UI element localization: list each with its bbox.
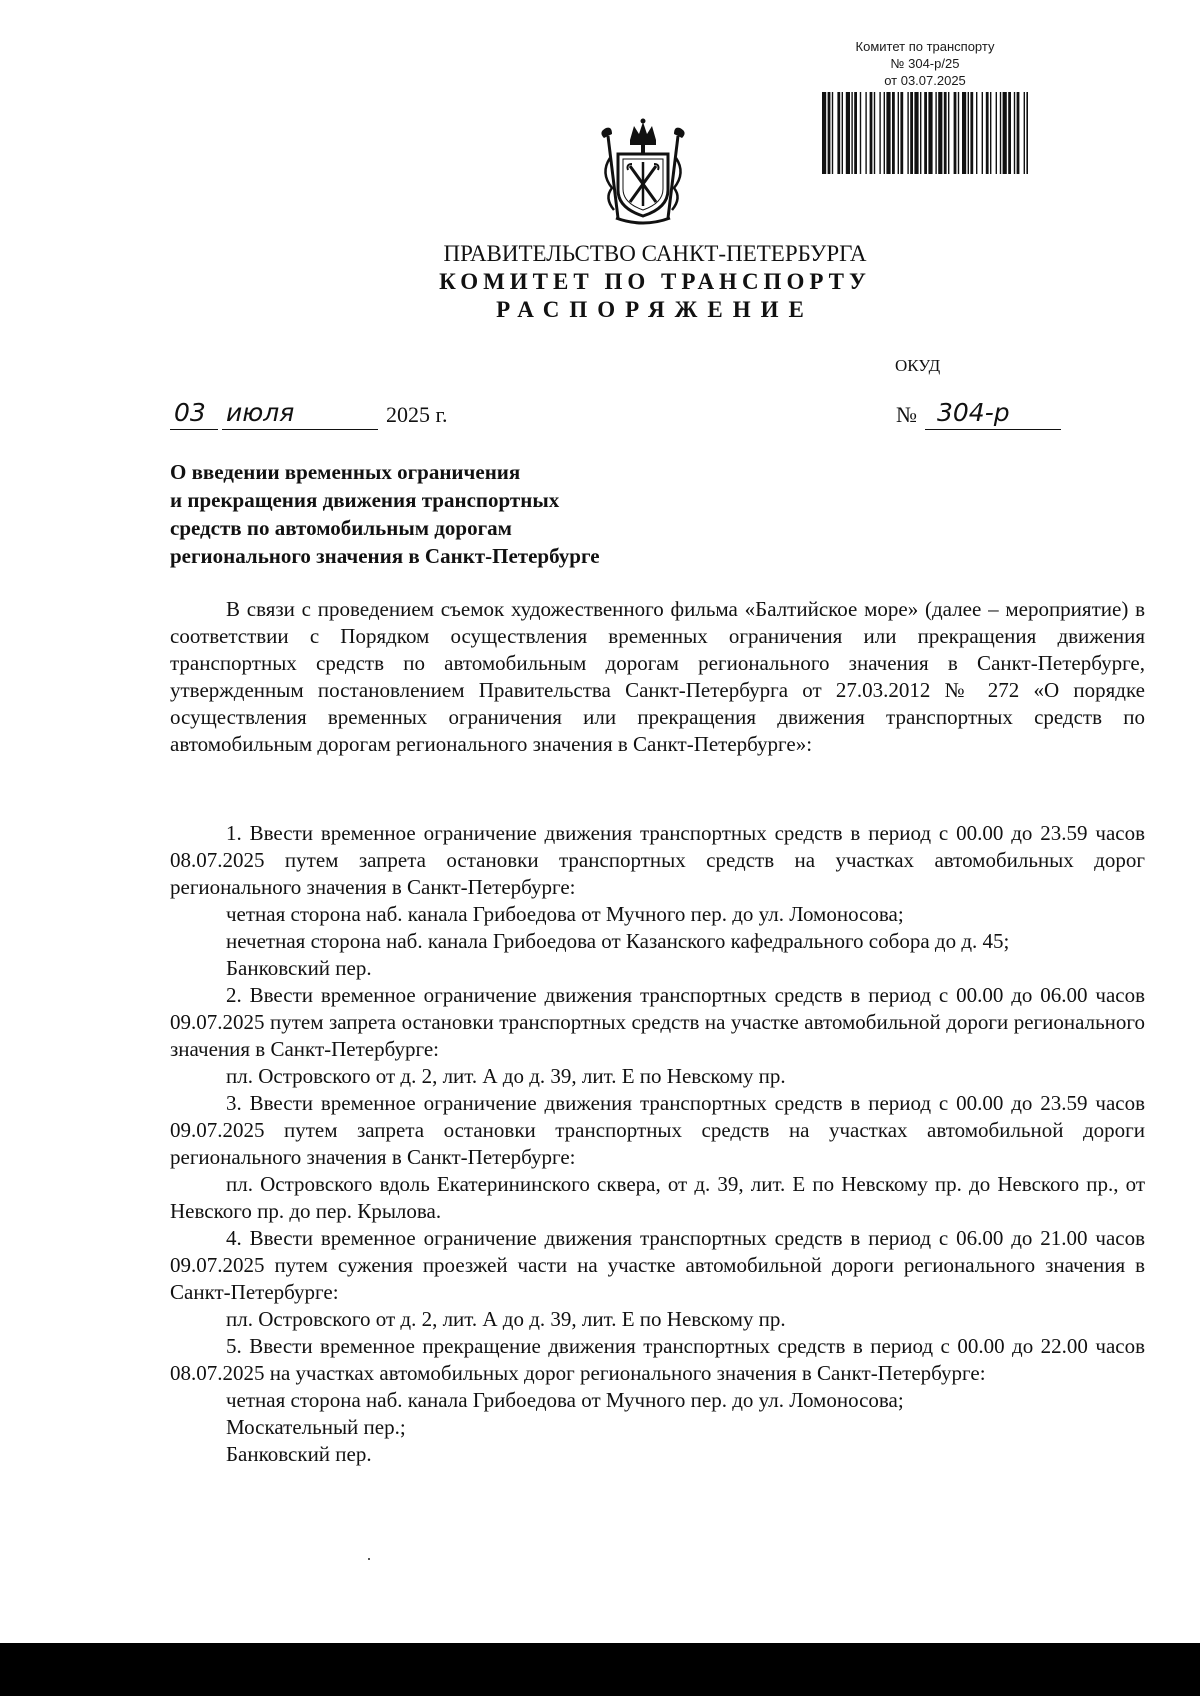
barcode-bar [874, 92, 875, 174]
government-title: ПРАВИТЕЛЬСТВО САНКТ-ПЕТЕРБУРГА [443, 241, 867, 266]
barcode-bar [898, 92, 899, 174]
order-item-5: 5. Ввести временное прекращение движения транспортных средств в период с 00.00 до 22.00 часов 08.07.2025 на участках автомобильных дорог регионального значения в Санкт-Петербурге: [170, 1334, 1145, 1385]
scan-speck [368, 1558, 370, 1560]
barcode [822, 92, 1028, 174]
barcode-bar [968, 92, 969, 174]
scan-bottom-border [0, 1643, 1200, 1696]
barcode-bar [924, 92, 927, 174]
barcode-bar [1017, 92, 1020, 174]
barcode-bar [958, 92, 959, 174]
barcode-bar [854, 92, 857, 174]
barcode-bar [970, 92, 973, 174]
stamp-line-committee: Комитет по транспорту [855, 39, 995, 54]
subject-line: О введении временных ограничения [170, 460, 521, 484]
order-item-3: 3. Ввести временное ограничение движения транспортных средств в период с 00.00 до 23.59 часов 09.07.2025 путем запрета остановки транспортных средств на участках автомобильной дороги регионального значения в Санкт-Петербурге: [170, 1091, 1145, 1169]
barcode-bar [879, 92, 880, 174]
document-type-title: РАСПОРЯЖЕНИЕ [496, 297, 814, 322]
order-item-2-location: пл. Островского от д. 2, лит. А до д. 39, лит. Е по Невскому пр. [226, 1064, 786, 1088]
barcode-bar [982, 92, 983, 174]
spb-coat-of-arms-icon [590, 118, 696, 228]
barcode-bar [842, 92, 843, 174]
barcode-bar [1000, 92, 1001, 174]
order-item-2: 2. Ввести временное ограничение движения транспортных средств в период с 00.00 до 06.00 часов 09.07.2025 путем запрета остановки транспортных средств на участке автомобильной дороги регионального значения в Санкт-Петербурге: [170, 983, 1145, 1061]
order-item-1: 1. Ввести временное ограничение движения транспортных средств в период с 00.00 до 23.59 часов 08.07.2025 путем запрета остановки транспортных средств на участках автомобильных дорог регионального значения в Санкт-Петербурге: [170, 821, 1145, 899]
barcode-bar [886, 92, 890, 174]
barcode-bar [976, 92, 977, 174]
barcode-bar [900, 92, 903, 174]
barcode-bar [865, 92, 866, 174]
barcode-bar [938, 92, 942, 174]
barcode-bar [870, 92, 873, 174]
order-item-4: 4. Ввести временное ограничение движения транспортных средств в период с 06.00 до 21.00 часов 09.07.2025 путем сужения проезжей части на участке автомобильной дороги регионального значения в Санкт-Петербурге: [170, 1226, 1145, 1304]
barcode-bar [1014, 92, 1015, 174]
barcode-bar [832, 92, 833, 174]
order-item-3-location: пл. Островского вдоль Екатерининского сквера, от д. 39, лит. Е по Невскому пр. до Невского пр., от Невского пр. до пер. Крылова. [170, 1172, 1145, 1223]
barcode-bar [846, 92, 850, 174]
barcode-bar [822, 92, 826, 174]
barcode-bar [828, 92, 831, 174]
order-item-5-location: Банковский пер. [226, 1442, 372, 1466]
committee-title: КОМИТЕТ ПО ТРАНСПОРТУ [439, 269, 871, 294]
document-number [896, 398, 1061, 430]
stamp-line-date: от 03.07.2025 [884, 73, 966, 88]
order-item-1-location: Банковский пер. [226, 956, 372, 980]
barcode-bar [914, 92, 918, 174]
date-year: 2025 г. [386, 402, 448, 427]
barcode-bar [920, 92, 921, 174]
order-item-5-location: четная сторона наб. канала Грибоедова от Мучного пер. до ул. Ломоносова; [226, 1388, 904, 1412]
order-item-1-location: четная сторона наб. канала Грибоедова от Мучного пер. до ул. Ломоносова; [226, 902, 904, 926]
barcode-bar [1026, 92, 1028, 174]
okud-label: ОКУД [895, 356, 941, 375]
barcode-bar [1024, 92, 1025, 174]
order-item-1-location: нечетная сторона наб. канала Грибоедова от Казанского кафедрального собора до д. 45; [226, 929, 1010, 953]
stamp-line-number: № 304-р/25 [890, 56, 960, 71]
subject-line: средств по автомобильным дорогам [170, 516, 512, 540]
barcode-bar [990, 92, 991, 174]
barcode-bar [948, 92, 949, 174]
barcode-bar [907, 92, 908, 174]
order-item-5-location: Москательный пер.; [226, 1415, 406, 1439]
order-item-4-location: пл. Островского от д. 2, лит. А до д. 39, лит. Е по Невскому пр. [226, 1307, 786, 1331]
date-day: 03 [170, 398, 218, 430]
subject-line: регионального значения в Санкт-Петербурге [170, 544, 600, 568]
date-month: июля [222, 398, 378, 430]
barcode-bar [928, 92, 932, 174]
barcode-bar [996, 92, 997, 174]
barcode-bar [860, 92, 861, 174]
barcode-bar [944, 92, 947, 174]
document-date [170, 398, 448, 430]
intro-paragraph: В связи с проведением съемок художественного фильма «Балтийское море» (далее – мероприятие) в соответствии с Порядком осуществления временных ограничения или прекращения движения транспортных средств по автомобильным дорогам регионального значения в Санкт-Петербурге, утвержденным постановлением Правительства Санкт-Петербурга от 27.03.2012 № 272 «О порядке осуществления временных ограничения или прекращения движения транспортных средств по автомобильным дорогам регионального значения в Санкт-Петербурге»: [170, 597, 1145, 756]
subject-line: и прекращения движения транспортных [170, 488, 560, 512]
barcode-bar [837, 92, 840, 174]
barcode-bar [884, 92, 885, 174]
barcode-bar [1003, 92, 1007, 174]
order-items [170, 820, 1145, 1468]
document-subject [170, 458, 730, 570]
number-sign: № [896, 402, 917, 427]
registration-stamp [820, 38, 1030, 89]
barcode-bar [910, 92, 913, 174]
barcode-bar [851, 92, 852, 174]
barcode-bar [962, 92, 966, 174]
barcode-bar [892, 92, 895, 174]
barcode-bar [935, 92, 936, 174]
barcode-bar [986, 92, 989, 174]
number-value: 304-р [925, 398, 1061, 430]
barcode-bar [954, 92, 957, 174]
barcode-bar [1008, 92, 1011, 174]
